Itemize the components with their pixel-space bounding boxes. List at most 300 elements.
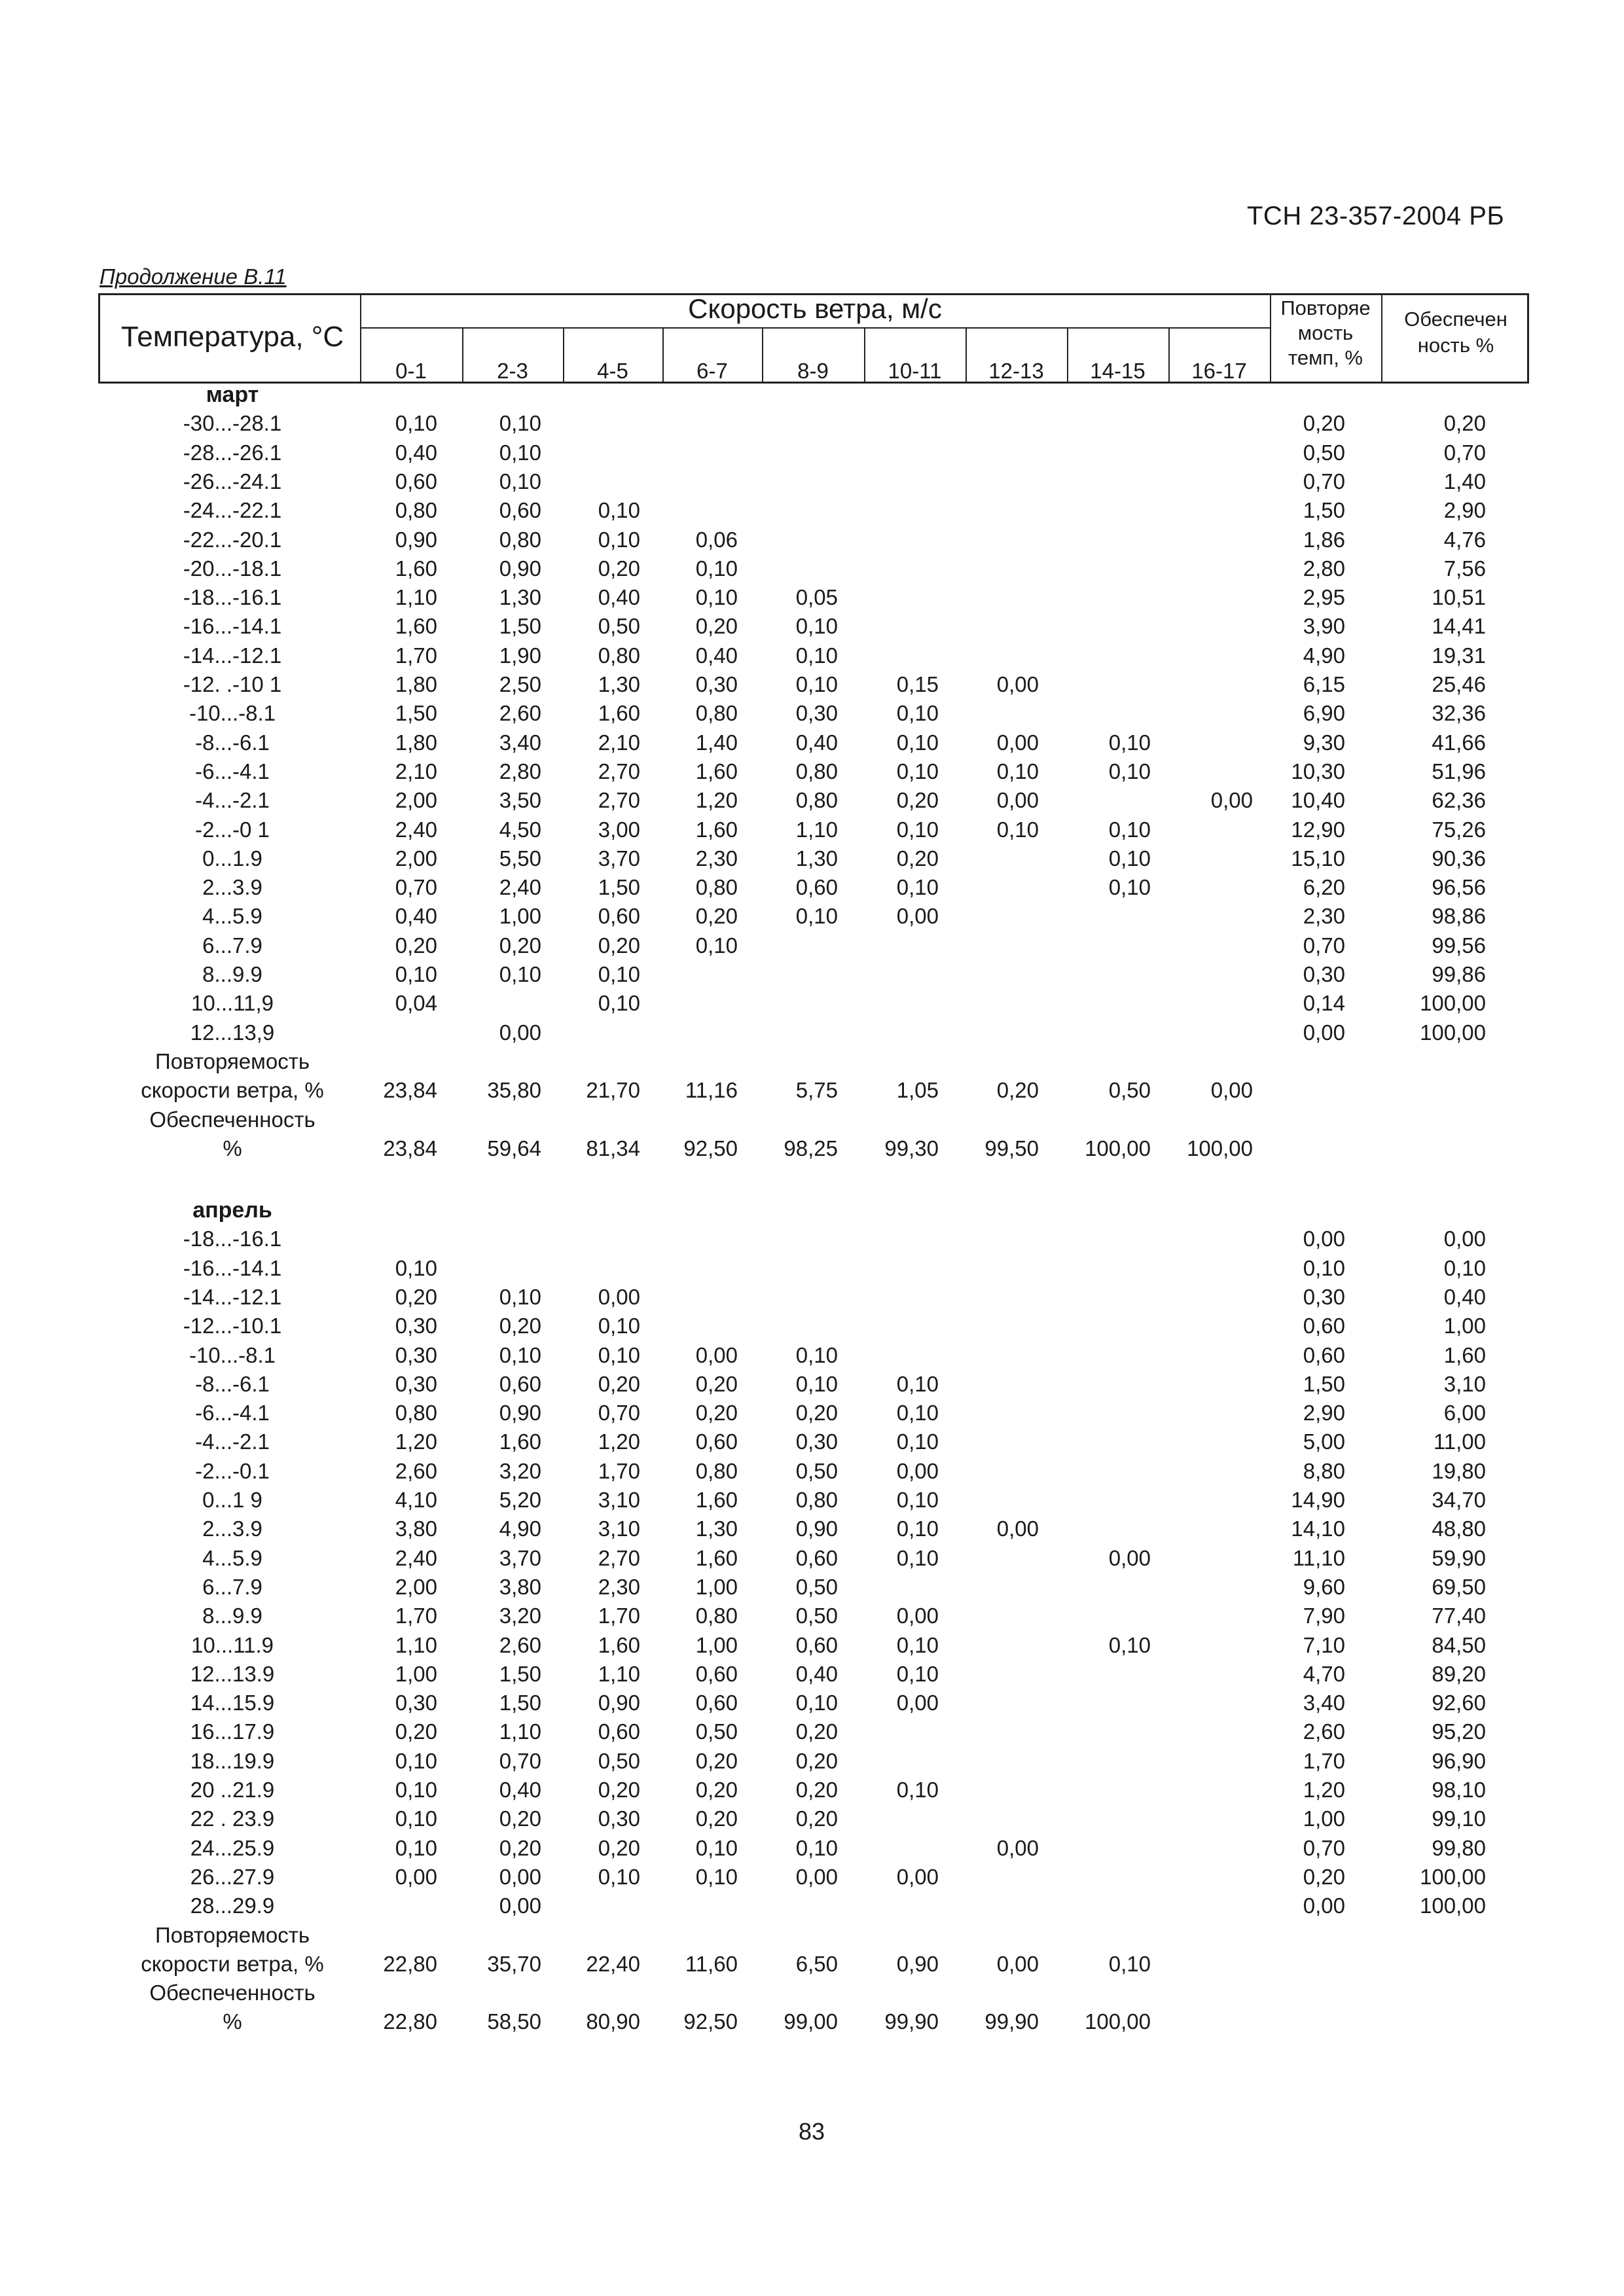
speed-value: 3,10 bbox=[598, 1488, 640, 1512]
table-row bbox=[0, 1691, 1624, 1719]
speed-value: 0,10 bbox=[499, 962, 541, 986]
speed-value: 0,06 bbox=[695, 527, 738, 552]
header-repeatability-line: Повторяе bbox=[1280, 296, 1371, 319]
speed-value: 0,10 bbox=[896, 1429, 939, 1454]
wind-supply-value: 100,00 bbox=[1085, 1136, 1151, 1160]
supply-value: 62,36 bbox=[1432, 788, 1486, 813]
speed-value: 0,20 bbox=[795, 1748, 838, 1773]
wind-repeatability-value: 35,70 bbox=[487, 1951, 541, 1976]
supply-value: 0,00 bbox=[1443, 1227, 1486, 1251]
supply-value: 99,56 bbox=[1432, 933, 1486, 958]
speed-value: 0,10 bbox=[598, 1314, 640, 1338]
repeatability-value: 15,10 bbox=[1291, 846, 1345, 870]
supply-value: 100,00 bbox=[1420, 1864, 1486, 1889]
table-row bbox=[0, 962, 1624, 991]
speed-value: 0,20 bbox=[598, 1778, 640, 1802]
repeatability-value: 0,14 bbox=[1303, 991, 1345, 1016]
speed-value: 0,20 bbox=[795, 1806, 838, 1831]
temperature-range: 4...5.9 bbox=[202, 904, 262, 929]
speed-value: 0,05 bbox=[795, 585, 838, 610]
speed-value: 0,30 bbox=[395, 1371, 437, 1396]
table-row bbox=[0, 1546, 1624, 1575]
supply-value: 3,10 bbox=[1443, 1371, 1486, 1396]
table-row bbox=[0, 1401, 1624, 1429]
supply-value: 100,00 bbox=[1420, 1020, 1486, 1045]
speed-value: 0,90 bbox=[598, 1691, 640, 1715]
speed-value: 0,00 bbox=[598, 1284, 640, 1309]
table-row bbox=[0, 1749, 1624, 1778]
speed-value: 2,50 bbox=[499, 672, 541, 696]
speed-value: 1,60 bbox=[695, 817, 738, 842]
wind-supply-label: % bbox=[223, 2009, 242, 2034]
wind-supply-value: 23,84 bbox=[383, 1136, 437, 1160]
speed-value: 0,10 bbox=[695, 585, 738, 610]
supply-value: 99,10 bbox=[1432, 1806, 1486, 1831]
speed-value: 2,30 bbox=[695, 846, 738, 870]
speed-value: 2,60 bbox=[395, 1458, 437, 1483]
supply-value: 7,56 bbox=[1443, 556, 1486, 581]
speed-value: 0,00 bbox=[1108, 1545, 1151, 1570]
speed-value: 0,10 bbox=[795, 904, 838, 929]
header-supply-line: ность % bbox=[1417, 334, 1494, 357]
table-row bbox=[0, 1893, 1624, 1922]
supply-value: 89,20 bbox=[1432, 1661, 1486, 1686]
table-row bbox=[0, 528, 1624, 556]
speed-value: 1,70 bbox=[598, 1458, 640, 1483]
repeatability-value: 0,20 bbox=[1303, 411, 1345, 436]
temperature-range: 4...5.9 bbox=[202, 1545, 262, 1570]
repeatability-value: 1,20 bbox=[1303, 1778, 1345, 1802]
speed-value: 0,60 bbox=[795, 875, 838, 900]
speed-value: 1,00 bbox=[395, 1661, 437, 1686]
speed-value: 0,80 bbox=[695, 875, 738, 900]
speed-value: 0,80 bbox=[695, 1458, 738, 1483]
speed-value: 0,20 bbox=[695, 614, 738, 639]
header-divider bbox=[360, 327, 1270, 329]
speed-value: 0,10 bbox=[695, 556, 738, 581]
speed-value: 1,60 bbox=[695, 1545, 738, 1570]
speed-value: 0,10 bbox=[598, 498, 640, 523]
speed-value: 0,10 bbox=[996, 817, 1039, 842]
speed-value: 0,20 bbox=[896, 846, 939, 870]
repeatability-value: 3,90 bbox=[1303, 614, 1345, 639]
wind-supply-value: 80,90 bbox=[586, 2009, 640, 2034]
table-row bbox=[0, 933, 1624, 962]
speed-value: 1,30 bbox=[598, 672, 640, 696]
speed-value: 0,00 bbox=[896, 1864, 939, 1889]
supply-value: 48,80 bbox=[1432, 1516, 1486, 1541]
repeatability-value: 14,10 bbox=[1291, 1516, 1345, 1541]
repeatability-value: 6,90 bbox=[1303, 701, 1345, 726]
speed-value: 0,00 bbox=[996, 1516, 1039, 1541]
table-row bbox=[0, 1633, 1624, 1662]
repeatability-value: 9,60 bbox=[1303, 1574, 1345, 1599]
temperature-range: 8...9.9 bbox=[202, 1604, 262, 1628]
header-temperature: Температура, °С bbox=[120, 321, 344, 353]
speed-value: 0,50 bbox=[795, 1458, 838, 1483]
speed-value: 0,60 bbox=[395, 469, 437, 493]
speed-value: 1,60 bbox=[395, 614, 437, 639]
speed-value: 1,60 bbox=[499, 1429, 541, 1454]
temperature-range: 12...13.9 bbox=[190, 1661, 275, 1686]
repeatability-value: 8,80 bbox=[1303, 1458, 1345, 1483]
temperature-range: -12. .-10 1 bbox=[183, 672, 282, 696]
speed-value: 0,10 bbox=[795, 1835, 838, 1860]
table-row bbox=[0, 991, 1624, 1020]
repeatability-value: 0,50 bbox=[1303, 440, 1345, 465]
speed-value: 0,40 bbox=[695, 643, 738, 668]
summary-label-row bbox=[0, 1049, 1624, 1078]
document-number: ТСН 23-357-2004 РБ bbox=[1247, 202, 1505, 230]
speed-value: 0,20 bbox=[499, 933, 541, 958]
wind-repeatability-label: Повторяемость bbox=[154, 1922, 310, 1947]
speed-value: 1,70 bbox=[598, 1604, 640, 1628]
speed-value: 1,30 bbox=[499, 585, 541, 610]
wind-repeatability-value: 11,16 bbox=[685, 1078, 738, 1103]
speed-value: 0,80 bbox=[795, 788, 838, 813]
col-header-16-17: 16-17 bbox=[1191, 359, 1247, 383]
table-row bbox=[0, 1806, 1624, 1835]
speed-value: 3,20 bbox=[499, 1458, 541, 1483]
table-row bbox=[0, 1020, 1624, 1049]
speed-value: 0,80 bbox=[695, 1604, 738, 1628]
temperature-range: -12...-10.1 bbox=[183, 1314, 282, 1338]
speed-value: 4,90 bbox=[499, 1516, 541, 1541]
col-header-14-15: 14-15 bbox=[1090, 359, 1146, 383]
speed-value: 0,70 bbox=[395, 875, 437, 900]
temperature-range: 0...1.9 bbox=[202, 846, 262, 870]
repeatability-value: 0,70 bbox=[1303, 469, 1345, 493]
month-heading: апрель bbox=[192, 1198, 272, 1223]
speed-value: 0,80 bbox=[499, 527, 541, 552]
speed-value: 0,00 bbox=[896, 904, 939, 929]
wind-repeatability-value: 0,20 bbox=[996, 1078, 1039, 1103]
wind-repeatability-value: 0,00 bbox=[1210, 1078, 1253, 1103]
temperature-range: -30...-28.1 bbox=[183, 411, 282, 436]
speed-value: 2,10 bbox=[395, 759, 437, 783]
repeatability-value: 0,30 bbox=[1303, 962, 1345, 986]
temperature-range: 22 . 23.9 bbox=[190, 1806, 275, 1831]
speed-value: 0,60 bbox=[598, 1719, 640, 1744]
repeatability-value: 2,30 bbox=[1303, 904, 1345, 929]
table-row bbox=[0, 788, 1624, 817]
supply-value: 1,40 bbox=[1443, 469, 1486, 493]
speed-value: 0,10 bbox=[598, 527, 640, 552]
speed-value: 0,60 bbox=[795, 1545, 838, 1570]
speed-value: 0,40 bbox=[395, 440, 437, 465]
supply-value: 100,00 bbox=[1420, 991, 1486, 1016]
supply-value: 98,10 bbox=[1432, 1778, 1486, 1802]
speed-value: 0,80 bbox=[795, 759, 838, 783]
speed-value: 1,60 bbox=[598, 1632, 640, 1657]
header-repeatability-line: мость bbox=[1297, 321, 1354, 344]
speed-value: 1,10 bbox=[499, 1719, 541, 1744]
speed-value: 1,70 bbox=[395, 1604, 437, 1628]
supply-value: 59,90 bbox=[1432, 1545, 1486, 1570]
repeatability-value: 0,00 bbox=[1303, 1020, 1345, 1045]
speed-value: 0,20 bbox=[598, 556, 640, 581]
page-number: 83 bbox=[798, 2118, 825, 2145]
speed-value: 1,20 bbox=[695, 788, 738, 813]
speed-value: 0,10 bbox=[896, 817, 939, 842]
table-row bbox=[0, 1778, 1624, 1806]
repeatability-value: 2,90 bbox=[1303, 1401, 1345, 1426]
speed-value: 0,10 bbox=[499, 1284, 541, 1309]
table-row bbox=[0, 585, 1624, 614]
temperature-range: -6...-4.1 bbox=[195, 1401, 270, 1426]
col-header-0-1: 0-1 bbox=[395, 359, 427, 383]
speed-value: 0,10 bbox=[795, 1342, 838, 1367]
temperature-range: -4...-2.1 bbox=[195, 1429, 270, 1454]
speed-value: 0,20 bbox=[695, 1806, 738, 1831]
speed-value: 0,80 bbox=[795, 1488, 838, 1512]
speed-value: 2,70 bbox=[598, 1545, 640, 1570]
supply-value: 4,76 bbox=[1443, 527, 1486, 552]
temperature-range: 20 ..21.9 bbox=[190, 1778, 275, 1802]
repeatability-value: 5,00 bbox=[1303, 1429, 1345, 1454]
header-repeatability-line: темп, % bbox=[1288, 346, 1363, 369]
summary-label-row bbox=[0, 1107, 1624, 1136]
table-row bbox=[0, 1516, 1624, 1545]
header-supply-line: Обеспечен bbox=[1404, 308, 1507, 331]
header-supply bbox=[1382, 306, 1529, 359]
speed-value: 0,10 bbox=[795, 614, 838, 639]
speed-value: 0,30 bbox=[395, 1314, 437, 1338]
speed-value: 2,70 bbox=[598, 788, 640, 813]
speed-value: 0,10 bbox=[896, 1371, 939, 1396]
table-row bbox=[0, 1372, 1624, 1401]
speed-value: 3,70 bbox=[598, 846, 640, 870]
supply-value: 77,40 bbox=[1432, 1604, 1486, 1628]
supply-value: 6,00 bbox=[1443, 1401, 1486, 1426]
speed-value: 0,60 bbox=[499, 1371, 541, 1396]
speed-value: 0,00 bbox=[395, 1864, 437, 1889]
wind-supply-label: Обеспеченность bbox=[149, 1107, 316, 1132]
speed-value: 0,20 bbox=[695, 1401, 738, 1426]
speed-value: 0,60 bbox=[695, 1691, 738, 1715]
supply-value: 10,51 bbox=[1432, 585, 1486, 610]
speed-value: 0,80 bbox=[395, 1401, 437, 1426]
temperature-range: -16...-14.1 bbox=[183, 1255, 282, 1280]
speed-value: 0,00 bbox=[695, 1342, 738, 1367]
repeatability-value: 9,30 bbox=[1303, 730, 1345, 755]
table-row bbox=[0, 672, 1624, 701]
speed-value: 0,90 bbox=[499, 1401, 541, 1426]
temperature-range: 2...3.9 bbox=[202, 1516, 262, 1541]
speed-value: 0,10 bbox=[896, 1661, 939, 1686]
speed-value: 3,10 bbox=[598, 1516, 640, 1541]
speed-value: 0,90 bbox=[795, 1516, 838, 1541]
speed-value: 3,80 bbox=[395, 1516, 437, 1541]
table-row bbox=[0, 1719, 1624, 1748]
speed-value: 0,40 bbox=[598, 585, 640, 610]
temperature-range: -6...-4.1 bbox=[195, 759, 270, 783]
speed-value: 1,00 bbox=[695, 1632, 738, 1657]
repeatability-value: 10,30 bbox=[1291, 759, 1345, 783]
wind-repeatability-row bbox=[0, 1078, 1624, 1107]
temperature-range: -22...-20.1 bbox=[183, 527, 282, 552]
temperature-range: 28...29.9 bbox=[190, 1893, 275, 1918]
speed-value: 0,00 bbox=[996, 672, 1039, 696]
table-row bbox=[0, 1459, 1624, 1488]
col-header-4-5: 4-5 bbox=[597, 359, 628, 383]
speed-value: 1,80 bbox=[395, 730, 437, 755]
speed-value: 1,30 bbox=[795, 846, 838, 870]
speed-value: 1,10 bbox=[395, 585, 437, 610]
temperature-range: -14...-12.1 bbox=[183, 643, 282, 668]
speed-value: 0,30 bbox=[695, 672, 738, 696]
supply-value: 100,00 bbox=[1420, 1893, 1486, 1918]
supply-value: 19,80 bbox=[1432, 1458, 1486, 1483]
speed-value: 0,10 bbox=[395, 1806, 437, 1831]
speed-value: 0,10 bbox=[896, 875, 939, 900]
speed-value: 0,00 bbox=[1210, 788, 1253, 813]
table-row bbox=[0, 440, 1624, 469]
supply-value: 11,00 bbox=[1433, 1429, 1486, 1454]
wind-supply-value: 92,50 bbox=[683, 2009, 738, 2034]
speed-value: 2,00 bbox=[395, 788, 437, 813]
speed-value: 0,40 bbox=[395, 904, 437, 929]
speed-value: 0,00 bbox=[896, 1604, 939, 1628]
speed-value: 0,10 bbox=[795, 1371, 838, 1396]
wind-repeatability-label: скорости ветра, % bbox=[141, 1078, 324, 1103]
repeatability-value: 7,10 bbox=[1303, 1632, 1345, 1657]
speed-value: 0,10 bbox=[695, 1864, 738, 1889]
speed-value: 0,10 bbox=[598, 1342, 640, 1367]
speed-value: 0,20 bbox=[695, 1778, 738, 1802]
speed-value: 0,20 bbox=[395, 1284, 437, 1309]
table-row bbox=[0, 1575, 1624, 1604]
speed-value: 0,10 bbox=[896, 701, 939, 726]
speed-value: 1,60 bbox=[695, 1488, 738, 1512]
table-row bbox=[0, 1429, 1624, 1458]
speed-value: 0,04 bbox=[395, 991, 437, 1016]
speed-value: 0,50 bbox=[598, 1748, 640, 1773]
table-row bbox=[0, 469, 1624, 498]
repeatability-value: 1,86 bbox=[1303, 527, 1345, 552]
wind-repeatability-value: 6,50 bbox=[795, 1951, 838, 1976]
speed-value: 3,00 bbox=[598, 817, 640, 842]
supply-value: 0,40 bbox=[1443, 1284, 1486, 1309]
speed-value: 2,00 bbox=[395, 1574, 437, 1599]
wind-supply-row bbox=[0, 1136, 1624, 1165]
speed-value: 0,10 bbox=[1108, 1632, 1151, 1657]
speed-value: 0,10 bbox=[996, 759, 1039, 783]
speed-value: 0,00 bbox=[499, 1893, 541, 1918]
speed-value: 0,20 bbox=[598, 1835, 640, 1860]
speed-value: 0,10 bbox=[896, 759, 939, 783]
temperature-range: 18...19.9 bbox=[190, 1748, 275, 1773]
table-row bbox=[0, 556, 1624, 585]
speed-value: 0,30 bbox=[795, 701, 838, 726]
continuation-label: Продолжение В.11 bbox=[99, 264, 287, 289]
repeatability-value: 6,15 bbox=[1303, 672, 1345, 696]
supply-value: 99,86 bbox=[1432, 962, 1486, 986]
table-row bbox=[0, 1865, 1624, 1893]
supply-value: 99,80 bbox=[1432, 1835, 1486, 1860]
speed-value: 1,50 bbox=[499, 614, 541, 639]
supply-value: 90,36 bbox=[1432, 846, 1486, 870]
repeatability-value: 4,70 bbox=[1303, 1661, 1345, 1686]
speed-value: 1,60 bbox=[598, 701, 640, 726]
supply-value: 92,60 bbox=[1432, 1691, 1486, 1715]
table-row bbox=[0, 1604, 1624, 1632]
repeatability-value: 0,10 bbox=[1303, 1255, 1345, 1280]
supply-value: 84,50 bbox=[1432, 1632, 1486, 1657]
repeatability-value: 0,70 bbox=[1303, 933, 1345, 958]
wind-supply-value: 99,30 bbox=[884, 1136, 939, 1160]
table-row bbox=[0, 498, 1624, 527]
wind-repeatability-value: 23,84 bbox=[383, 1078, 437, 1103]
supply-value: 75,26 bbox=[1432, 817, 1486, 842]
supply-value: 0,70 bbox=[1443, 440, 1486, 465]
repeatability-value: 1,50 bbox=[1303, 1371, 1345, 1396]
speed-value: 1,00 bbox=[499, 904, 541, 929]
repeatability-value: 0,70 bbox=[1303, 1835, 1345, 1860]
speed-value: 0,10 bbox=[598, 962, 640, 986]
header-wind-speed: Скорость ветра, м/с bbox=[688, 293, 942, 324]
speed-value: 1,50 bbox=[499, 1661, 541, 1686]
wind-supply-value: 100,00 bbox=[1085, 2009, 1151, 2034]
summary-label-row bbox=[0, 1981, 1624, 2009]
speed-value: 0,90 bbox=[499, 556, 541, 581]
speed-value: 1,60 bbox=[395, 556, 437, 581]
col-header-2-3: 2-3 bbox=[497, 359, 528, 383]
table-row bbox=[0, 730, 1624, 759]
table-row bbox=[0, 759, 1624, 788]
wind-repeatability-value: 11,60 bbox=[685, 1951, 738, 1976]
table-row bbox=[0, 614, 1624, 643]
repeatability-value: 1,50 bbox=[1303, 498, 1345, 523]
wind-supply-value: 22,80 bbox=[383, 2009, 437, 2034]
speed-value: 0,10 bbox=[896, 1778, 939, 1802]
wind-repeatability-value: 22,40 bbox=[586, 1951, 640, 1976]
speed-value: 2,60 bbox=[499, 1632, 541, 1657]
supply-value: 69,50 bbox=[1432, 1574, 1486, 1599]
wind-repeatability-value: 0,00 bbox=[996, 1951, 1039, 1976]
speed-value: 1,10 bbox=[795, 817, 838, 842]
table-row bbox=[0, 875, 1624, 904]
speed-value: 0,10 bbox=[896, 1401, 939, 1426]
speed-value: 0,60 bbox=[795, 1632, 838, 1657]
speed-value: 0,10 bbox=[395, 1835, 437, 1860]
summary-label-row bbox=[0, 1923, 1624, 1952]
temperature-range: -14...-12.1 bbox=[183, 1284, 282, 1309]
speed-value: 0,40 bbox=[795, 1661, 838, 1686]
temperature-range: -4...-2.1 bbox=[195, 788, 270, 813]
supply-value: 19,31 bbox=[1432, 643, 1486, 668]
temperature-range: -18...-16.1 bbox=[183, 1227, 282, 1251]
repeatability-value: 7,90 bbox=[1303, 1604, 1345, 1628]
speed-value: 0,00 bbox=[996, 788, 1039, 813]
repeatability-value: 12,90 bbox=[1291, 817, 1345, 842]
table-row bbox=[0, 1488, 1624, 1516]
speed-value: 0,10 bbox=[499, 469, 541, 493]
speed-value: 3,70 bbox=[499, 1545, 541, 1570]
repeatability-value: 0,00 bbox=[1303, 1893, 1345, 1918]
repeatability-value: 11,10 bbox=[1292, 1545, 1345, 1570]
wind-supply-label: % bbox=[223, 1136, 242, 1160]
speed-value: 0,10 bbox=[795, 672, 838, 696]
speed-value: 0,10 bbox=[395, 1778, 437, 1802]
temperature-range: -16...-14.1 bbox=[183, 614, 282, 639]
col-header-6-7: 6-7 bbox=[696, 359, 728, 383]
repeatability-value: 2,80 bbox=[1303, 556, 1345, 581]
temperature-range: 16...17.9 bbox=[190, 1719, 275, 1744]
table-row bbox=[0, 1314, 1624, 1342]
speed-value: 0,10 bbox=[896, 730, 939, 755]
supply-value: 2,90 bbox=[1443, 498, 1486, 523]
